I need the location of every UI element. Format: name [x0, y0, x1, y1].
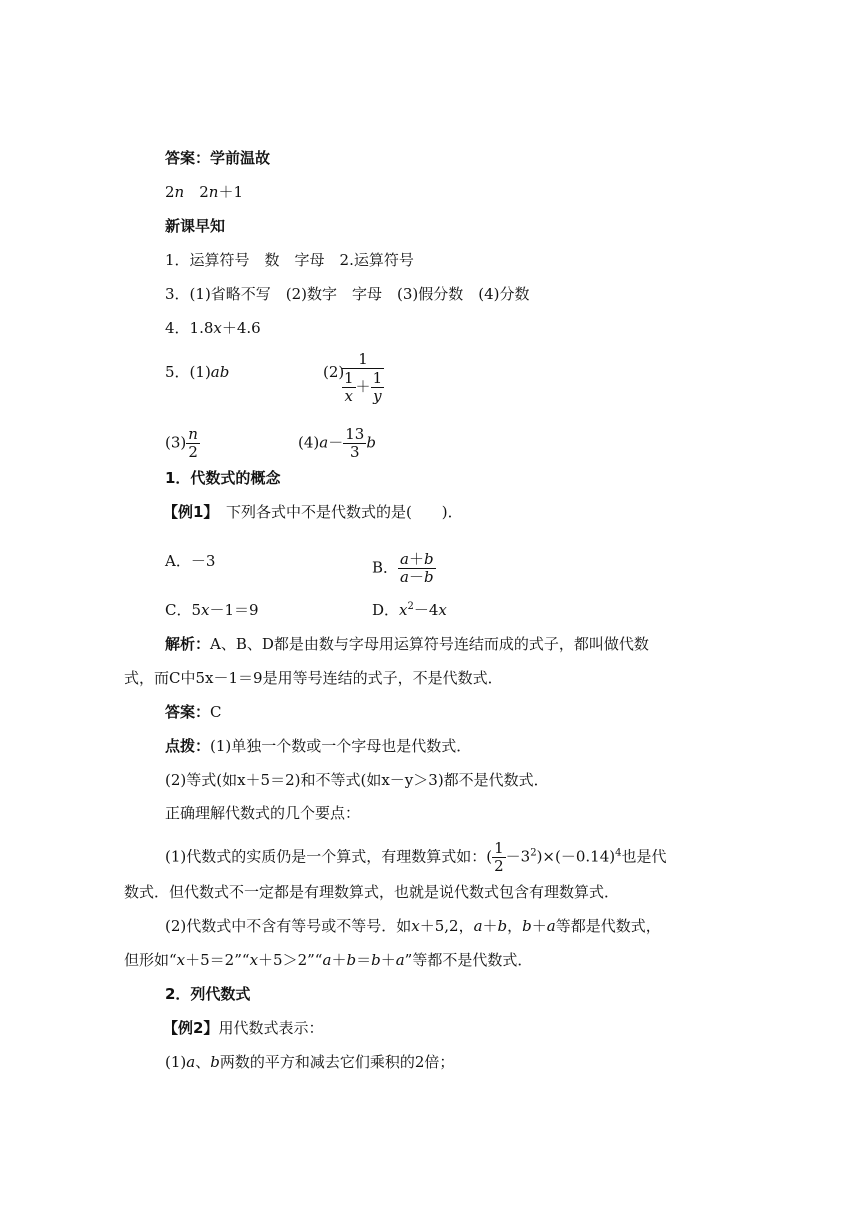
answer-5-3: (3) $\frac{n}{2}$ — [165, 425, 198, 461]
point-2-line-1: (2)代数式中不含有等号或不等号．如x＋5,2，a＋b，b＋a等都是代数式， — [165, 917, 661, 935]
answer-heading: 答案：学前温故 — [165, 149, 271, 167]
option-d: D．$x^2-4x$ — [372, 601, 447, 619]
point-1-line-1: (1)代数式的实质仍是一个算式，有理数算式如：( $\frac{1}{2}$ $-3^2)\times(-0.14)^4$也是代 — [165, 839, 667, 875]
key-points-intro: 正确理解代数式的几个要点： — [165, 804, 361, 822]
option-b: B． $\frac{a+b}{a-b}$ — [372, 550, 434, 586]
answer-4: 4．1.8x＋4.6 — [165, 319, 261, 337]
answer-5-1: 5．(1)ab — [165, 363, 230, 381]
option-c: C．5x－1＝9 — [165, 601, 259, 619]
answer-1-2: 1．运算符号 数 字母 2.运算符号 — [165, 251, 414, 269]
option-a: A．－3 — [165, 552, 216, 570]
warmup-answer: 2n 2n＋1 — [165, 183, 243, 201]
section-1-title: 1．代数式的概念 — [165, 469, 281, 487]
example-2-question-1: (1)a、b两数的平方和减去它们乘积的2倍； — [165, 1053, 455, 1071]
section-2-title: 2．列代数式 — [165, 985, 251, 1003]
answer-5-2-prefix: (2) — [323, 363, 345, 381]
answer-3: 3．(1)省略不写 (2)数字 字母 (3)假分数 (4)分数 — [165, 285, 530, 303]
new-lesson-heading: 新课早知 — [165, 217, 226, 235]
example-1: 【例1】 下列各式中不是代数式的是( )． — [163, 503, 463, 521]
answer-line: 答案：C — [165, 703, 222, 721]
analysis-line-1: 解析：A、B、D都是由数与字母用运算符号连结而成的式子，都叫做代数 — [165, 635, 649, 653]
answer-5-2-fraction: 1 $\frac{1}{x}$ ＋ $\frac{1}{y}$ — [344, 350, 383, 405]
tips-line-2: (2)等式(如x＋5＝2)和不等式(如x－y＞3)都不是代数式． — [165, 771, 549, 789]
point-2-line-2: 但形如“x＋5＝2”“x＋5＞2”“a＋b＝b＋a”等都不是代数式． — [124, 951, 533, 969]
analysis-line-2: 式，而C中5x－1＝9是用等号连结的式子，不是代数式． — [124, 669, 503, 687]
tips-line-1: 点拨：(1)单独一个数或一个字母也是代数式． — [165, 737, 472, 755]
point-1-line-2: 数式．但代数式不一定都是有理数算式，也就是说代数式包含有理数算式． — [124, 883, 620, 901]
example-2: 【例2】用代数式表示： — [163, 1019, 324, 1037]
answer-5-4: (4)a－ $\frac{13}{3}$ b — [298, 425, 376, 461]
